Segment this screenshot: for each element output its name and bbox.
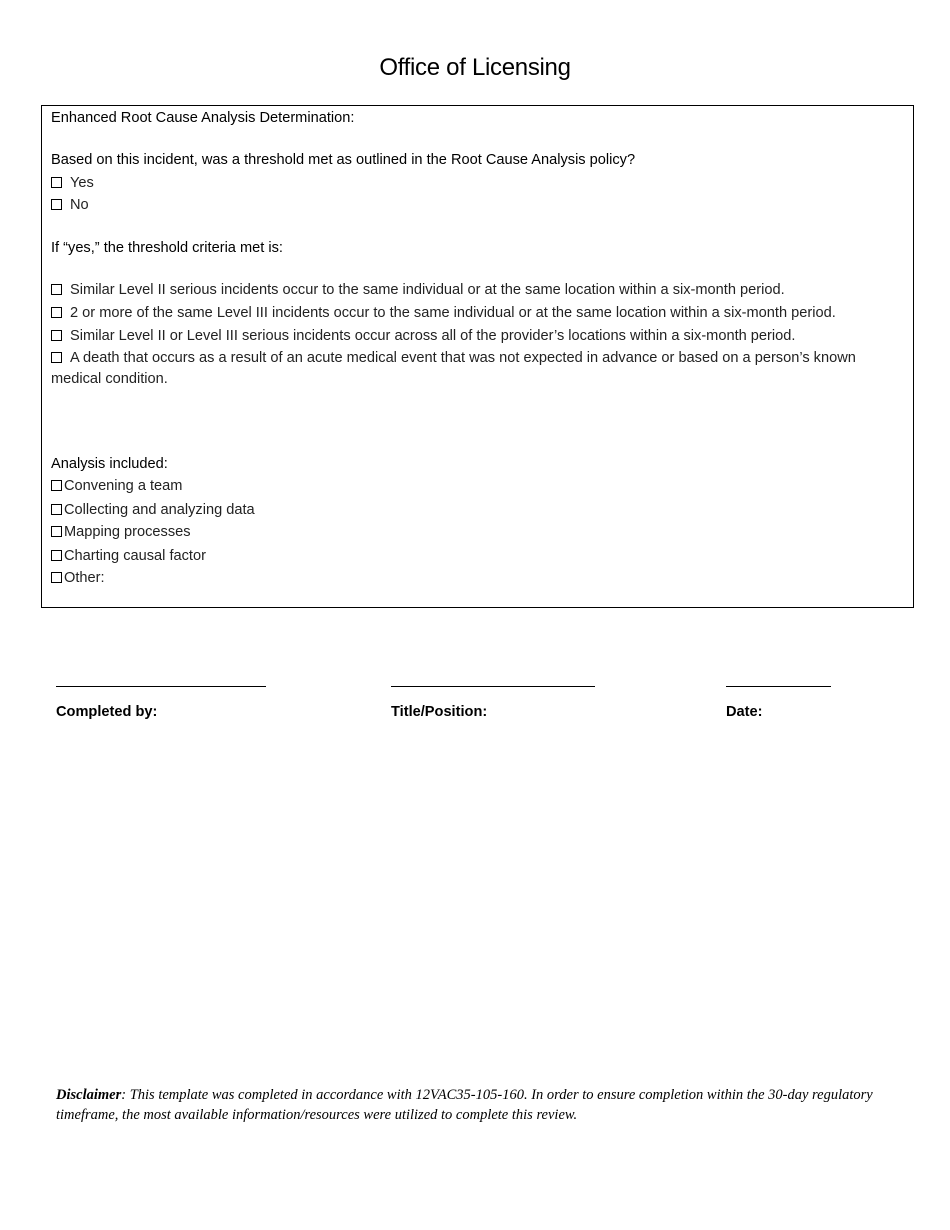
no-checkbox[interactable] [51, 199, 62, 210]
criteria-checkbox[interactable] [51, 284, 62, 295]
threshold-option-no[interactable] [51, 196, 89, 214]
threshold-option-label: Yes [70, 175, 94, 191]
analysis-option-label: Other: [64, 570, 105, 586]
criteria-option-death[interactable] [51, 348, 907, 390]
analysis-option-label: Charting causal factor [64, 548, 206, 564]
threshold-option-yes[interactable] [51, 174, 94, 192]
criteria-option-label: Similar Level II serious incidents occur to the same individual or at the same location within a six-month period. [70, 282, 785, 298]
criteria-option-level-ii[interactable] [51, 281, 785, 299]
analysis-checkbox[interactable] [51, 526, 62, 537]
criteria-checkbox[interactable] [51, 307, 62, 318]
analysis-option-other[interactable] [51, 569, 105, 587]
analysis-option-charting[interactable] [51, 547, 206, 565]
criteria-checkbox[interactable] [51, 352, 62, 363]
analysis-checkbox[interactable] [51, 504, 62, 515]
criteria-option-all-locations[interactable] [51, 327, 795, 345]
title-position-line[interactable] [391, 686, 595, 688]
root-cause-form [41, 105, 914, 608]
title-position-label: Title/Position: [391, 704, 488, 720]
analysis-option-data[interactable] [51, 501, 255, 519]
analysis-checkbox[interactable] [51, 550, 62, 561]
disclaimer [56, 1085, 886, 1125]
completed-by-label: Completed by: [56, 704, 158, 720]
analysis-heading: Analysis included: [51, 456, 168, 472]
threshold-option-label: No [70, 197, 89, 213]
completed-by-line[interactable] [56, 686, 266, 688]
yes-checkbox[interactable] [51, 177, 62, 188]
criteria-heading: If “yes,” the threshold criteria met is: [51, 240, 283, 256]
analysis-option-label: Convening a team [64, 478, 183, 494]
criteria-option-label: Similar Level II or Level III serious incidents occur across all of the provider’s locations within a six-month period. [70, 328, 796, 344]
criteria-checkbox[interactable] [51, 330, 62, 341]
section-heading: Enhanced Root Cause Analysis Determination: [51, 110, 355, 126]
analysis-option-mapping[interactable] [51, 523, 191, 541]
disclaimer-text: : This template was completed in accordance with 12VAC35-105-160. In order to ensure completion within the 30-day regulatory timeframe, the most available information/resources were utilized to complete this review. [56, 1087, 873, 1123]
analysis-option-team[interactable] [51, 477, 182, 495]
disclaimer-label: Disclaimer [56, 1087, 122, 1103]
date-label: Date: [726, 704, 763, 720]
analysis-option-label: Collecting and analyzing data [64, 502, 255, 518]
date-line[interactable] [726, 686, 831, 688]
analysis-checkbox[interactable] [51, 572, 62, 583]
analysis-checkbox[interactable] [51, 480, 62, 491]
threshold-question: Based on this incident, was a threshold met as outlined in the Root Cause Analysis policy? [51, 152, 636, 168]
criteria-option-label: 2 or more of the same Level III incidents occur to the same individual or at the same location within a six-month period. [70, 305, 836, 321]
criteria-option-label: A death that occurs as a result of an acute medical event that was not expected in advance or based on a person’s known medical condition. [51, 350, 856, 387]
criteria-option-level-iii[interactable] [51, 304, 836, 322]
page-title: Office of Licensing [379, 54, 571, 81]
analysis-option-label: Mapping processes [64, 524, 191, 540]
